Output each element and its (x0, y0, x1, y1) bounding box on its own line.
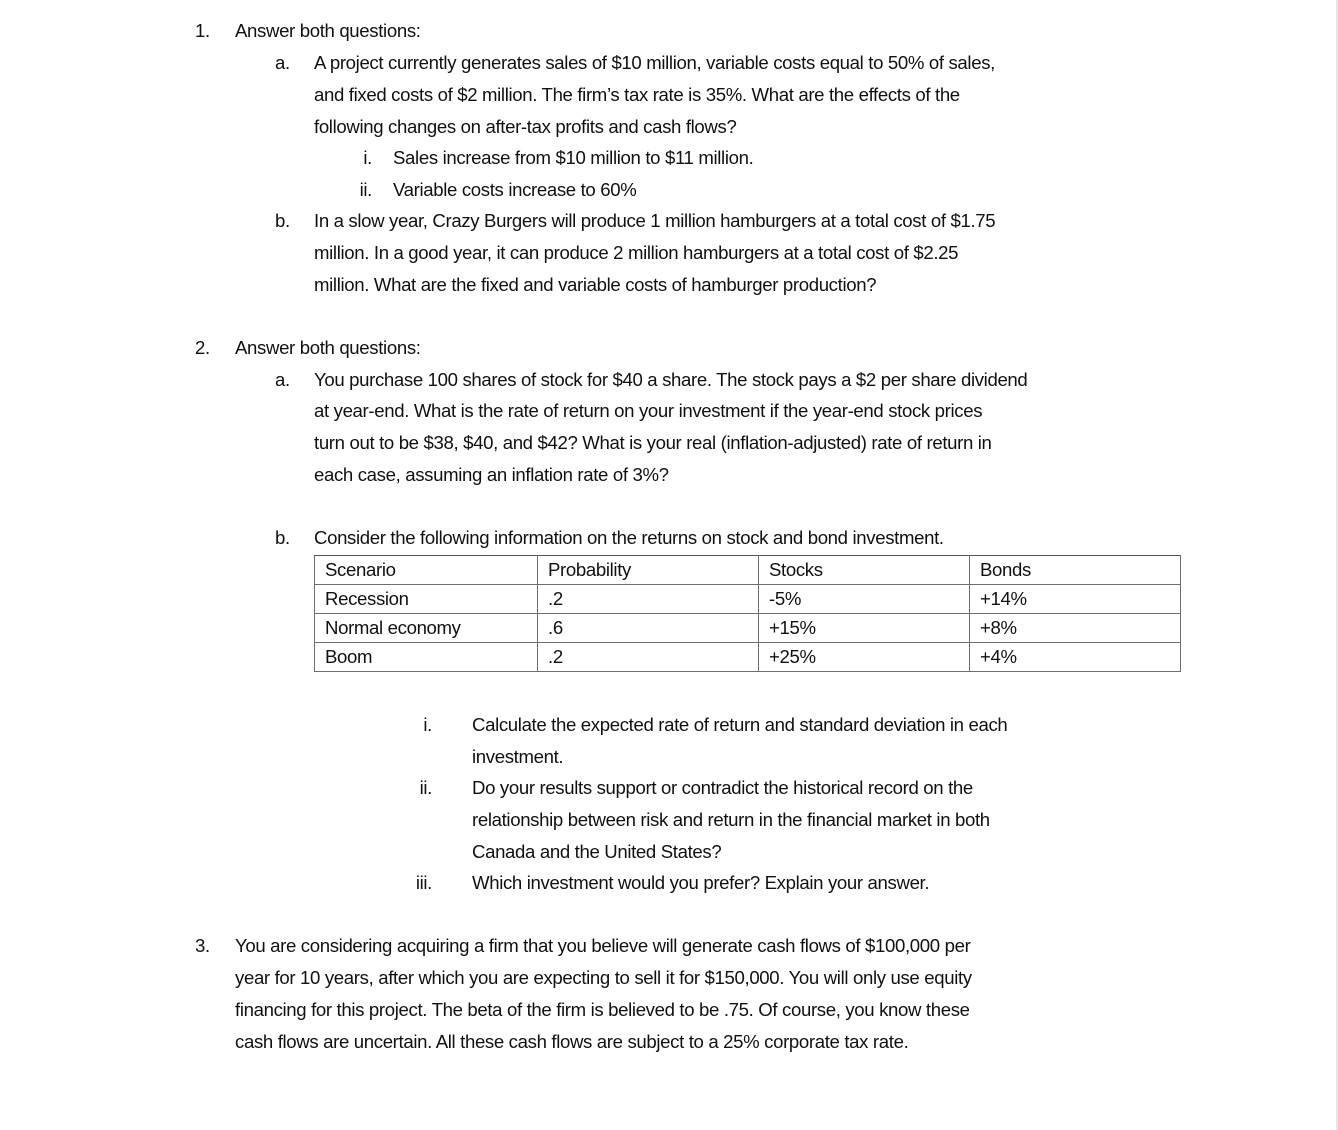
part-text-line: million. What are the fixed and variable costs of hamburger production? (314, 274, 877, 295)
table-cell: .2 (538, 643, 759, 672)
part-text-line: You purchase 100 shares of stock for $40 a share. The stock pays a $2 per share dividend (314, 369, 1028, 390)
subpart-text-line: Variable costs increase to 60% (393, 179, 637, 200)
question-number: 3. (195, 935, 210, 956)
subpart-text-line: Do your results support or contradict the historical record on the (472, 777, 973, 798)
part-label: a. (275, 369, 290, 390)
table-header-row (315, 556, 1181, 585)
header-cell-scenario: Scenario (315, 556, 538, 585)
subpart-text-line: Calculate the expected rate of return and standard deviation in each (472, 714, 1008, 735)
question-number: 2. (195, 337, 210, 358)
subpart-label: i. (363, 147, 372, 168)
subpart-text-line: relationship between risk and return in the financial market in both (472, 809, 990, 830)
table-row (315, 614, 1181, 643)
table-cell: +15% (759, 614, 970, 643)
subpart-text-line: Canada and the United States? (472, 841, 722, 862)
part-label: a. (275, 52, 290, 73)
table-cell: +25% (759, 643, 970, 672)
header-cell-bonds: Bonds (970, 556, 1181, 585)
part-text-line: each case, assuming an inflation rate of 3%? (314, 464, 669, 485)
header-cell-stocks: Stocks (759, 556, 970, 585)
subpart-text-line: Which investment would you prefer? Explain your answer. (472, 872, 930, 893)
subpart-label: i. (423, 714, 432, 735)
part-text-line: at year-end. What is the rate of return on your investment if the year-end stock prices (314, 400, 983, 421)
table-row (315, 585, 1181, 614)
question-text-line: cash flows are uncertain. All these cash flows are subject to a 25% corporate tax rate. (235, 1031, 909, 1052)
table-cell: Normal economy (315, 614, 538, 643)
part-text-line: A project currently generates sales of $10 million, variable costs equal to 50% of sales, (314, 52, 995, 73)
table-cell: -5% (759, 585, 970, 614)
subpart-label: ii. (359, 179, 372, 200)
part-text-line: million. In a good year, it can produce 2 million hamburgers at a total cost of $2.25 (314, 242, 959, 263)
part-text-line: In a slow year, Crazy Burgers will produce 1 million hamburgers at a total cost of $1.75 (314, 210, 996, 231)
part-text-line: Consider the following information on the returns on stock and bond investment. (314, 527, 944, 548)
question-title: Answer both questions: (235, 20, 421, 41)
returns-table (314, 555, 1181, 672)
part-label: b. (275, 527, 290, 548)
table-cell: Recession (315, 585, 538, 614)
table-cell: .6 (538, 614, 759, 643)
part-label: b. (275, 210, 290, 231)
subpart-label: iii. (415, 872, 432, 893)
table-cell: +14% (970, 585, 1181, 614)
part-text-line: and fixed costs of $2 million. The firm’s tax rate is 35%. What are the effects of the (314, 84, 960, 105)
question-text-line: You are considering acquiring a firm that you believe will generate cash flows of $100,000 per (235, 935, 971, 956)
subpart-text-line: Sales increase from $10 million to $11 million. (393, 147, 754, 168)
part-text-line: turn out to be $38, $40, and $42? What is your real (inflation-adjusted) rate of return in (314, 432, 992, 453)
question-text-line: financing for this project. The beta of the firm is believed to be .75. Of course, you know these (235, 999, 970, 1020)
part-text-line: following changes on after-tax profits and cash flows? (314, 116, 737, 137)
table-cell: .2 (538, 585, 759, 614)
question-number: 1. (195, 20, 210, 41)
table-row (315, 643, 1181, 672)
table-cell: Boom (315, 643, 538, 672)
question-title: Answer both questions: (235, 337, 421, 358)
table-cell: +4% (970, 643, 1181, 672)
subpart-text-line: investment. (472, 746, 564, 767)
subpart-label: ii. (419, 777, 432, 798)
table-cell: +8% (970, 614, 1181, 643)
question-text-line: year for 10 years, after which you are expecting to sell it for $150,000. You will only use equity (235, 967, 972, 988)
header-cell-probability: Probability (538, 556, 759, 585)
